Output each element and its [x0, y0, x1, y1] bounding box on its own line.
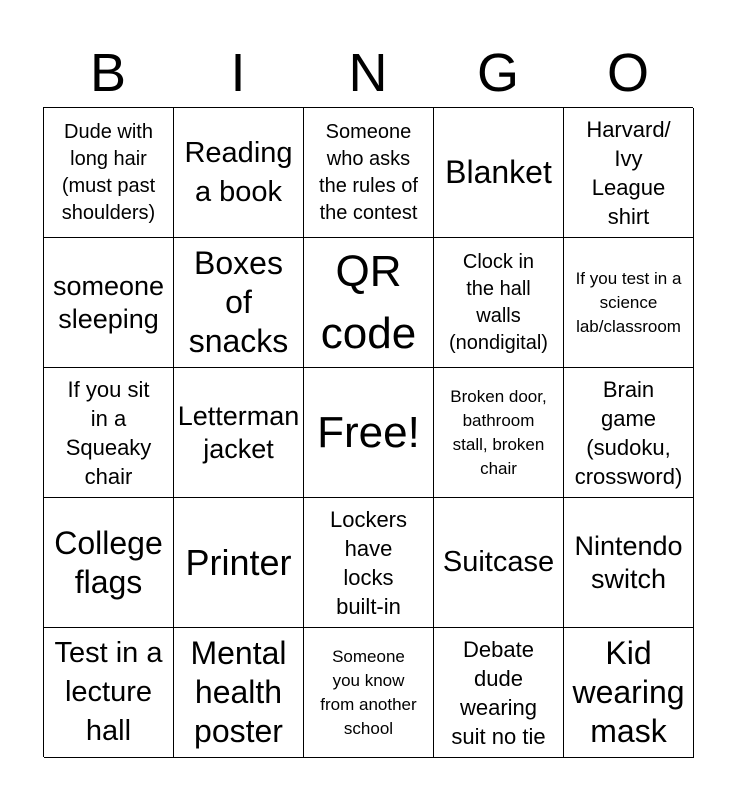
bingo-cell-text: Kid wearing mask: [572, 635, 685, 749]
bingo-cell-text: Someone you know from another school: [320, 646, 417, 738]
bingo-cell-text: Dude with long hair (must past shoulders): [61, 120, 156, 224]
bingo-cell[interactable]: [174, 498, 304, 628]
bingo-cell-text: Test in a lecture hall: [54, 637, 163, 747]
bingo-cell[interactable]: [44, 628, 174, 758]
bingo-cell[interactable]: [564, 108, 694, 238]
bingo-cell-text: Brain game (sudoku, crossword): [574, 376, 683, 489]
bingo-cell[interactable]: [174, 628, 304, 758]
header-letter-n: N: [348, 43, 388, 103]
bingo-cell[interactable]: [44, 498, 174, 628]
bingo-cell-text: Boxes of snacks: [188, 245, 289, 359]
bingo-cell[interactable]: [434, 628, 564, 758]
bingo-cell[interactable]: [44, 238, 174, 368]
bingo-cell-text: someone sleeping: [52, 270, 165, 334]
bingo-cell[interactable]: [174, 238, 304, 368]
bingo-free-cell[interactable]: [304, 368, 434, 498]
bingo-cell-text: College flags: [54, 524, 163, 600]
bingo-cell[interactable]: [304, 628, 434, 758]
bingo-cell[interactable]: [304, 498, 434, 628]
bingo-cell[interactable]: [564, 368, 694, 498]
bingo-header: [43, 40, 693, 106]
bingo-cell-text: Debate dude wearing suit no tie: [451, 636, 546, 749]
bingo-cell[interactable]: [44, 108, 174, 238]
bingo-cell[interactable]: [434, 238, 564, 368]
header-letter-g: G: [476, 43, 519, 103]
bingo-cell-text: Printer: [185, 541, 292, 583]
bingo-cell[interactable]: [174, 368, 304, 498]
header-letter-i: I: [230, 43, 246, 103]
bingo-cell-text: Mental health poster: [190, 635, 287, 749]
header-letter-b: B: [89, 43, 127, 103]
bingo-cell-text: Broken door, bathroom stall, broken chair: [450, 386, 547, 478]
bingo-cell-text: If you sit in a Squeaky chair: [65, 376, 152, 489]
bingo-grid: [43, 107, 693, 757]
bingo-cell[interactable]: [174, 108, 304, 238]
bingo-cell-text: Clock in the hall walls (nondigital): [449, 250, 548, 354]
bingo-cell-text: Nintendo switch: [574, 530, 683, 594]
bingo-cell[interactable]: [434, 498, 564, 628]
bingo-cell-text: Lockers have locks built-in: [329, 506, 408, 619]
bingo-cell-text: Free!: [317, 407, 420, 457]
bingo-cell-text: Harvard/ Ivy League shirt: [586, 116, 671, 229]
bingo-cell-text: Reading a book: [184, 136, 293, 208]
bingo-cell[interactable]: [564, 238, 694, 368]
bingo-cell-text: If you test in a science lab/classroom: [575, 268, 682, 336]
bingo-cell[interactable]: [304, 108, 434, 238]
bingo-cell[interactable]: [564, 498, 694, 628]
bingo-cell-text: QR code: [320, 246, 417, 358]
header-letter-o: O: [606, 43, 649, 103]
bingo-cell[interactable]: [434, 368, 564, 498]
bingo-cell-text: Someone who asks the rules of the contest: [319, 120, 418, 224]
bingo-cell[interactable]: [434, 108, 564, 238]
bingo-cell[interactable]: [304, 238, 434, 368]
bingo-cell[interactable]: [44, 368, 174, 498]
bingo-cell-text: Blanket: [445, 154, 552, 190]
bingo-cell[interactable]: [564, 628, 694, 758]
bingo-cell-text: Letterman jacket: [177, 400, 300, 464]
bingo-cell-text: Suitcase: [442, 546, 555, 578]
